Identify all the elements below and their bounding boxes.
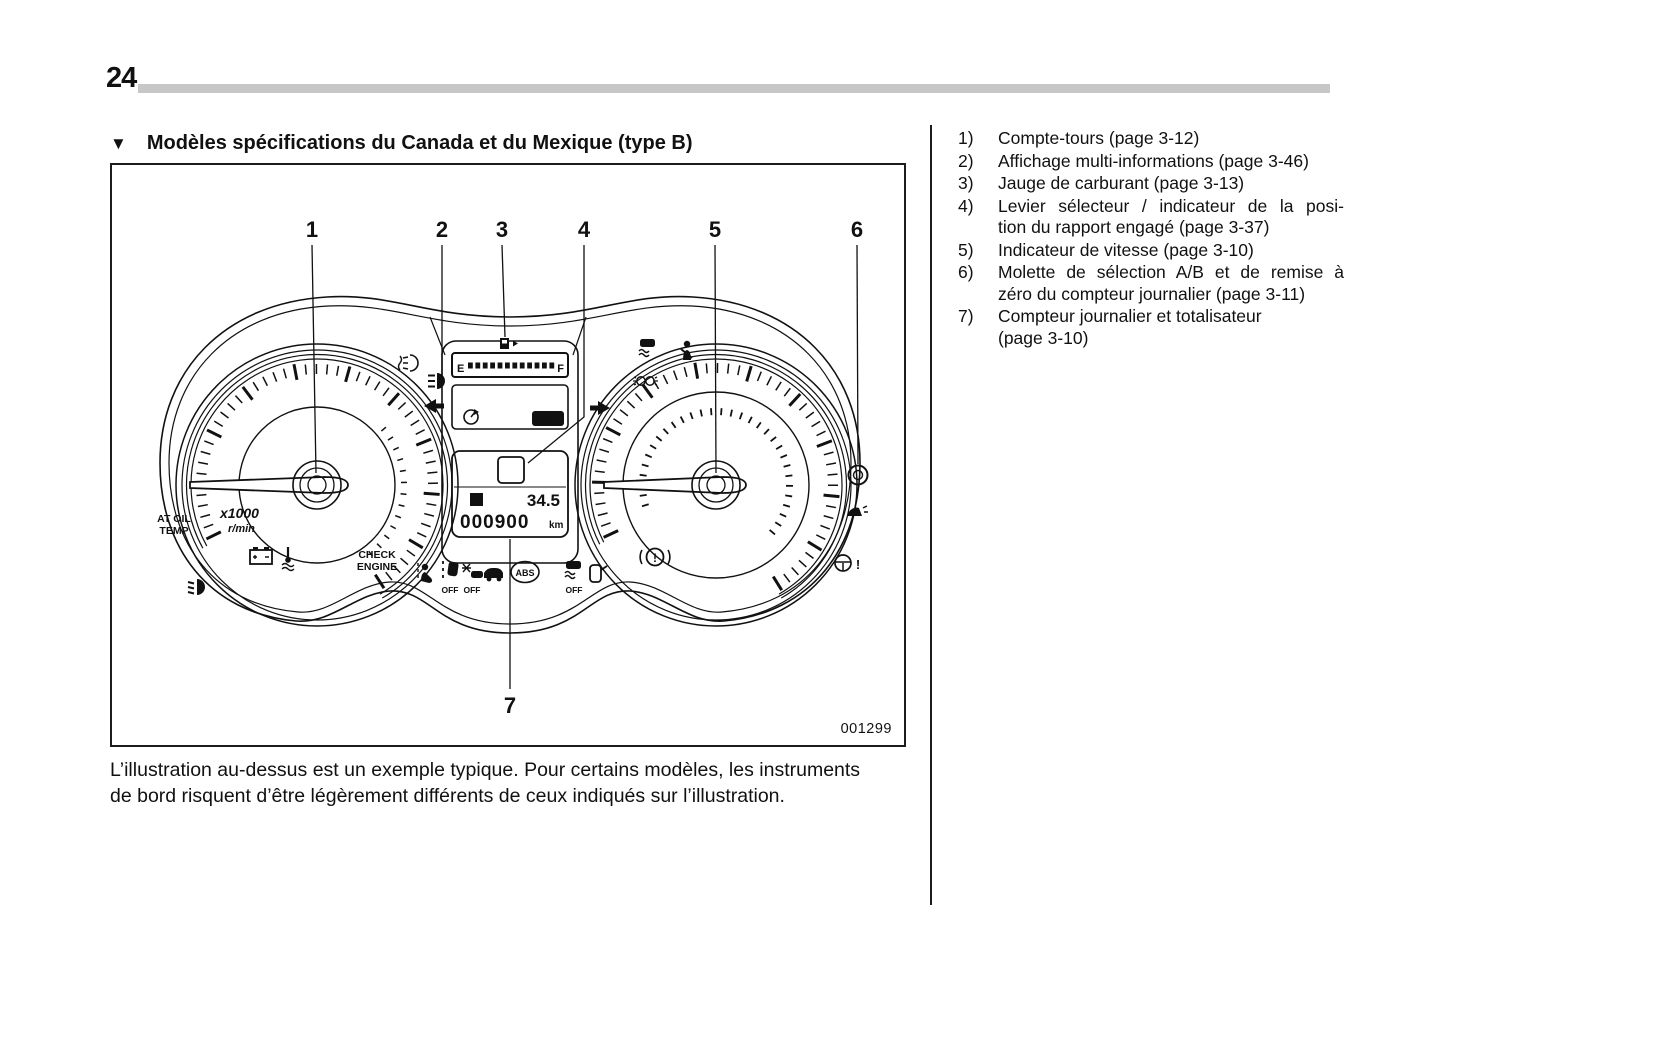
legend-text: Indicateur de vitesse (page 3-10): [998, 239, 1254, 260]
instrument-cluster-drawing: [112, 165, 904, 745]
gear-position-box: [498, 457, 524, 483]
section-marker-icon: ▼: [110, 134, 127, 153]
legend-item-1: [958, 128, 1344, 150]
callout-6: 6: [850, 217, 864, 242]
legend-num: 6): [958, 262, 974, 282]
instrument-cluster-figure: [110, 163, 906, 747]
rmin-label: r/min: [228, 523, 255, 535]
low-beam-icon: [188, 579, 205, 595]
legend-item-7: [958, 306, 1344, 349]
legend-num: 1): [958, 128, 974, 148]
svg-text:!: !: [653, 551, 657, 565]
taillight-icon: [848, 506, 868, 516]
cruise-icon: [464, 409, 479, 424]
svg-text:SET: SET: [537, 414, 559, 426]
legend-text: Compteur journalier et totalisateur: [998, 306, 1262, 326]
header-rule: [138, 84, 1330, 93]
at-oil-temp-label-2: TEMP: [159, 525, 189, 537]
callout-5: 5: [708, 217, 722, 242]
legend-num: 7): [958, 306, 974, 326]
fog-light-icon: [399, 355, 419, 371]
legend-list: [958, 128, 1344, 350]
legend-text: zéro du compteur journalier (page 3-11): [998, 283, 1306, 304]
steering-warning-icon: [835, 555, 860, 572]
tach-inner-ticks: [369, 427, 407, 556]
lane-off-label: OFF: [441, 585, 459, 595]
set-indicator: [532, 411, 564, 426]
skid-off-label: OFF: [565, 585, 583, 595]
fuel-pump-gauge-icon: [500, 338, 518, 349]
trip-reset-knob-icon: [849, 466, 868, 485]
check-engine-label-1: CHECK: [358, 549, 396, 561]
legend-text: Molette de sélection A/B et de remise à: [998, 262, 1344, 282]
legend-num: 2): [958, 150, 974, 171]
bulb-failure-icon: [633, 377, 658, 385]
at-oil-temp-label-1: AT OIL: [157, 513, 191, 525]
traction-snow-icon: [462, 564, 483, 578]
legend-item-4: [958, 196, 1344, 239]
seatbelt-icon: [681, 341, 692, 360]
trip-a-badge: [470, 493, 483, 507]
legend-num: 5): [958, 239, 974, 260]
callout-7: 7: [503, 693, 517, 718]
turn-left-icon: [424, 399, 444, 413]
security-car-icon: [484, 568, 503, 581]
legend-text: Affichage multi-informations (page 3-46): [998, 150, 1309, 171]
legend-text: Levier sélecteur / indicateur de la posi-: [998, 195, 1344, 216]
caption-line-2: de bord risquent d’être légèrement différents de ceux indiqués sur l’illustration.: [110, 785, 785, 807]
section-title: Modèles spécifications du Canada et du Mexique (type B): [146, 132, 693, 154]
trip-value: 34.5: [526, 491, 560, 510]
legend-text: Compte-tours (page 3-12): [998, 128, 1200, 148]
fuel-f-label: F: [557, 363, 564, 375]
vdc-icon: [639, 339, 655, 357]
callout-1: 1: [305, 217, 319, 242]
section-heading: [110, 132, 692, 155]
legend-item-3: [958, 173, 1344, 195]
legend-item-5: [958, 240, 1344, 262]
door-open-icon: [590, 565, 607, 582]
legend-text: (page 3-10): [998, 327, 1089, 348]
caption-line-1: L’illustration au-dessus est un exemple typique. Pour certains modèles, les instruments: [110, 759, 861, 781]
lane-departure-icon: [443, 561, 459, 578]
callout-2: 2: [435, 217, 449, 242]
legend-text: Jauge de carburant (page 3-13): [998, 173, 1245, 193]
x1000-label: x1000: [220, 505, 259, 521]
column-divider: [930, 125, 932, 905]
odometer-unit: km: [549, 520, 564, 531]
check-engine-label-2: ENGINE: [356, 561, 398, 573]
legend-num: 4): [958, 195, 974, 216]
legend-num: 3): [958, 173, 974, 193]
odometer-value: 000900: [460, 512, 530, 533]
traction-off-label: OFF: [463, 585, 481, 595]
figure-caption: [110, 757, 940, 809]
abs-icon: [511, 562, 539, 583]
svg-text:ABS: ABS: [515, 568, 535, 578]
legend-text: tion du rapport engagé (page 3-37): [998, 217, 1270, 237]
trip-reset-knob-center: [854, 471, 863, 480]
page-number: 24: [106, 62, 137, 94]
skid-off-icon: [565, 561, 581, 579]
fuel-e-label: E: [457, 363, 465, 375]
legend-item-6: [958, 262, 1344, 305]
svg-text:A: A: [472, 495, 481, 507]
callout-3: 3: [495, 217, 509, 242]
callout-4: 4: [577, 217, 591, 242]
fuel-gauge-segments: [468, 363, 554, 369]
legend-item-2: [958, 151, 1344, 173]
battery-icon: [250, 547, 272, 564]
svg-text:!: !: [855, 557, 861, 572]
figure-code: 001299: [840, 721, 892, 737]
